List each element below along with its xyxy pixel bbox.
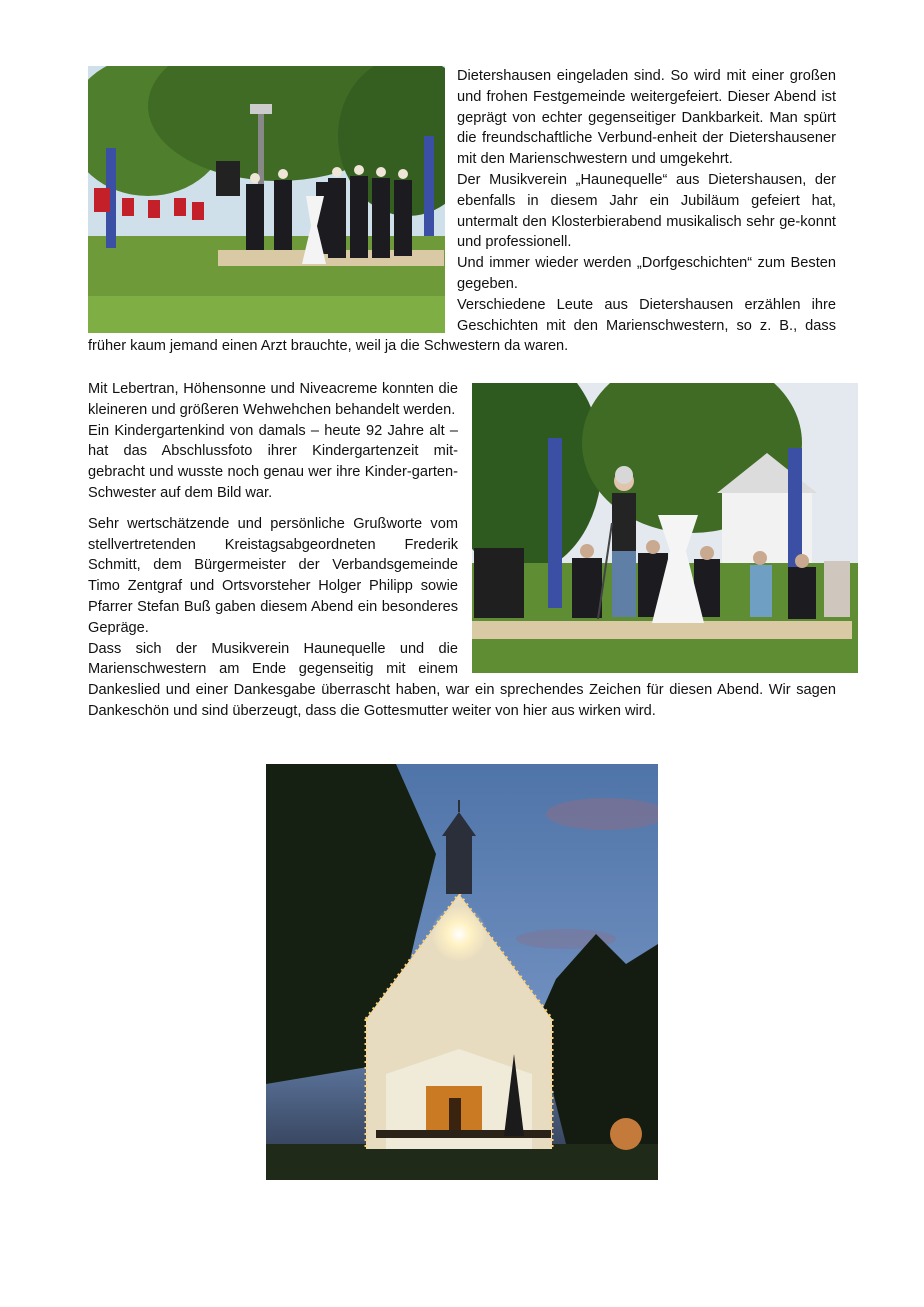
paragraph-lebertran: Mit Lebertran, Höhensonne und Niveacreme konnten die kleineren und größeren Wehwehchen behandelt werden. xyxy=(88,381,458,418)
paragraph-festgemeinde: Dietershausen eingeladen sind. So wird mit einer großen und frohen Festgemeinde weitergefeiert. Dieser Abend ist geprägt von echter gegenseitiger Dankbarkeit. Man spürt die freundschaftliche Verbund-enheit der Dietershausener mit den Marienschwestern und umgekehrt. xyxy=(457,68,836,168)
paragraph-dorfgeschichten: Und immer wieder werden „Dorfgeschichten“ zum Besten gegeben. xyxy=(457,255,836,292)
photo-choir-and-band xyxy=(88,66,445,333)
photo-speaker-on-stage xyxy=(472,383,858,673)
section-speaker xyxy=(88,379,836,722)
choir-photo-graphic xyxy=(88,66,445,333)
paragraph-dankeslied: Dass sich der Musikverein Haunequelle und die Marienschwestern am Ende gegenseitig mit einem Dankeslied und einer Dankesgabe überrascht haben, war ein sprechendes Zeichen für diesen Abend. Wir sagen Dankeschön und sind überzeugt, dass die Gottesmutter weiter von hier aus wirken wird. xyxy=(88,640,836,719)
paragraph-musikverein: Der Musikverein „Haunequelle“ aus Dietershausen, der ebenfalls in diesem Jahr ein Jubiläum gefeiert hat, untermalt den Klosterbierabend musikalisch sehr ge-konnt und professionell. xyxy=(457,171,836,251)
section-choir xyxy=(88,66,836,357)
paragraph-grussworte: Sehr wertschätzende und persönliche Grußworte vom stellvertretenden Kreistagsabgeordneten Frederik Schmitt, dem Bürgermeister der Verbandsgemeinde Timo Zentgraf und Ortsvorsteher Holger Philipp sowie Pfarrer Stefan Buß gaben diesem Abend ein besonderes Gepräge. xyxy=(88,515,458,636)
photo-chapel-at-dusk xyxy=(266,764,658,1180)
chapel-photo-graphic xyxy=(266,764,658,1180)
paragraph-geschichten: Verschiedene Leute aus Dietershausen erzählen ihre Geschichten mit den Marienschwestern, so z. B., dass früher kaum jemand einen Arzt brauchte, weil ja die Schwestern da waren. xyxy=(88,296,836,355)
paragraph-kindergarten: Ein Kindergartenkind von damals – heute 92 Jahre alt – hat das Abschlussfoto ihrer Kindergartenzeit mit-gebracht und wusste noch genau wer ihre Kinder-garten-Schwester auf dem Bild war. xyxy=(88,422,458,501)
speaker-photo-graphic xyxy=(472,383,858,673)
